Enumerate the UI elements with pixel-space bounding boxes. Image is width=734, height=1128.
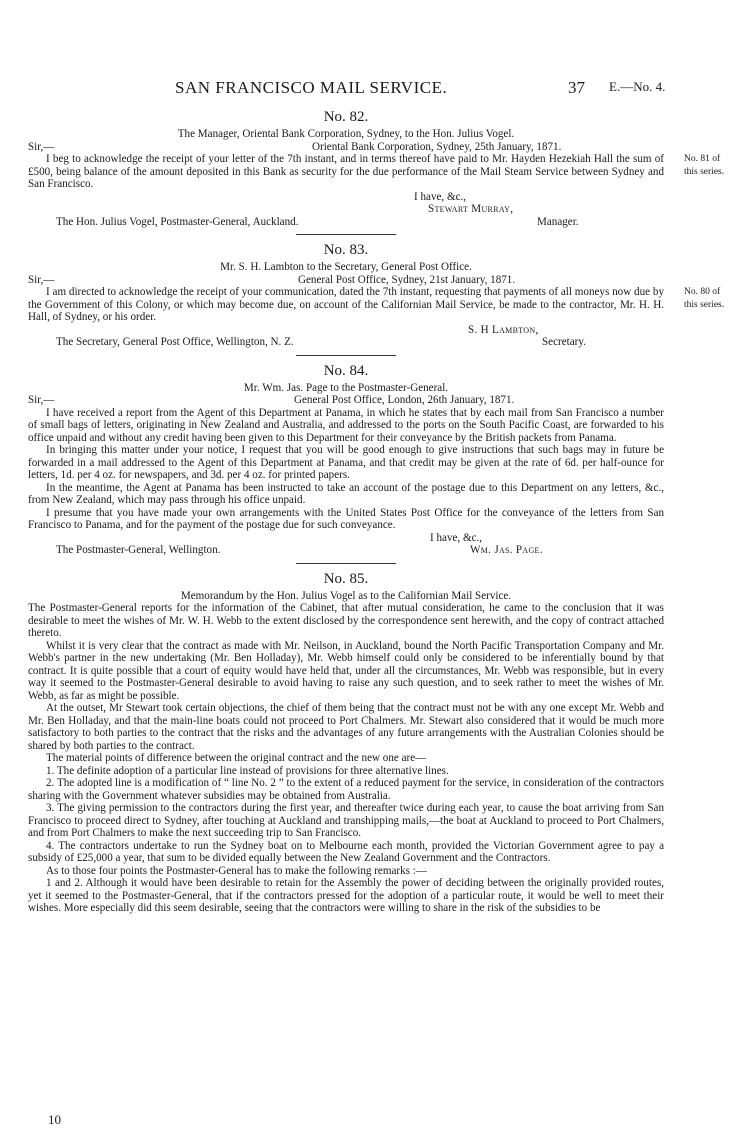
signature: Wm. Jas. Page. <box>470 544 543 556</box>
signature-line <box>28 203 664 216</box>
addressee-line <box>28 216 664 229</box>
section-divider <box>296 355 396 356</box>
paragraph: As to those four points the Postmaster-General has to make the following remarks :— <box>46 864 427 877</box>
memorandum-no-85 <box>28 570 664 915</box>
salutation: Sir,— <box>28 273 55 286</box>
margin-note: No. 81 of this series. <box>684 154 725 177</box>
letter-no-82 <box>28 108 725 228</box>
signatory-title: Manager. <box>537 215 579 228</box>
closing-line <box>28 532 664 545</box>
section-divider <box>296 234 396 235</box>
letter-number: No. 82. <box>323 109 369 125</box>
letter-number: No. 85. <box>323 570 369 587</box>
addressee-line <box>28 336 664 349</box>
paragraph: In the meantime, the Agent at Panama has been instructed to take an account of the postage due to this Department on any letters, &c., from New Zealand, which may pass through his office unpaid. <box>28 481 664 506</box>
paragraph: I presume that you have made your own arrangements with the United States Post Office for the conveyance of the letters from San Francisco to Panama, and for the payment of the postage due for such conveyance. <box>28 506 664 531</box>
paragraph: I have received a report from the Agent of this Department at Panama, in which he states that by each mail from San Francisco a number of small bags of letters, originating in New Zealand and Australia, and addressed to the ports on the South Pacific Coast, are forwarded to his office unpaid and without any credit having been given to this Department for their conveyance by the British packets from Panama. <box>28 406 664 444</box>
closing: I have, &c., <box>414 190 467 203</box>
letter-body: I beg to acknowledge the receipt of your letter of the 7th instant, and in terms thereof have paid to Mr. Hayden Hezekiah Hall the sum of £500, being balance of the amount deposited in this Bank as security for the due performance of the Mail Steam Service between Sydney and San Francisco. <box>28 153 664 190</box>
salutation: Sir,— <box>28 394 55 406</box>
letter-heading: Mr. Wm. Jas. Page to the Postmaster-General. <box>243 381 449 394</box>
addressee-line <box>28 544 664 557</box>
letter-heading: The Manager, Oriental Bank Corporation, Sydney, to the Hon. Julius Vogel. <box>177 128 515 140</box>
paragraph: At the outset, Mr Stewart took certain objections, the chief of them being that the contract must not be with any one except Mr. Webb and Mr. Ben Holladay, and that the main-line boats could not proceed to Port Chalmers. Mr. Stewart also considered that it would be much more satisfactory to both parties to the contract that the risks and the advantages of any future arrangements with the Australian Colonies should be shared by both parties to the contract. <box>28 702 664 752</box>
letter-number: No. 83. <box>323 242 369 258</box>
salutation-and-dateline <box>28 141 664 154</box>
salutation: Sir,— <box>28 140 55 153</box>
closing: I have, &c., <box>430 531 483 544</box>
letter-no-83 <box>28 241 725 349</box>
letter-body: I am directed to acknowledge the receipt of your communication, dated the 7th instant, requesting that payments of all moneys now due by the Government of this Colony, or which may become due, on account of the Californian Mail Service, be made to the contractor, Mr. H. H. Hall, of Sydney, or his order. <box>28 286 664 323</box>
dateline: Oriental Bank Corporation, Sydney, 25th January, 1871. <box>312 140 562 153</box>
document-body <box>28 108 725 915</box>
signature: S. H Lambton, <box>468 323 539 336</box>
list-item: 3. The giving permission to the contractors during the first year, and thereafter twice during each year, to cause the boat arriving from San Francisco to proceed direct to Sydney, after touching at Auckland and transhipping mails,—the boat at Auckland to proceed to Port Chalmers, and from Port Chalmers to make the next succeeding trip to San Francisco. <box>28 802 664 839</box>
closing-line <box>28 191 664 204</box>
salutation-and-dateline <box>28 394 664 407</box>
salutation-and-dateline <box>28 274 664 287</box>
running-title: SAN FRANCISCO MAIL SERVICE. <box>175 78 448 97</box>
paragraph: Whilst it is very clear that the contract as made with Mr. Neilson, in Auckland, bound the North Pacific Transportation Company and Mr. Webb's partner in the new undertaking (Mr. Ben Holladay), Mr. Webb himself could only be considered to be inferentially bound by that contract. It is quite possible that a court of equity would have held that, under all the circumstances, Mr. Webb was responsible, but in every way it seemed to the Postmaster-General desirable to avoid having to raise any such question, and to seek rather to meet the wishes of Mr. Webb, as far as might be possible. <box>28 639 664 702</box>
memorandum-heading: Memorandum by the Hon. Julius Vogel as to the Californian Mail Service. <box>180 589 512 602</box>
page-header <box>0 78 700 102</box>
addressee: The Postmaster-General, Wellington. <box>56 544 221 556</box>
paragraph: In bringing this matter under your notice, I request that you will be good enough to give instructions that such bags may in future be forwarded in a mail addressed to the Agent of this Department at Panama, and that credit may be given at the rate of 6d. per half-ounce for letters, 1d. per 4 oz. for newspapers, and 3d. per 4 oz. for printed papers. <box>28 444 664 481</box>
letter-number: No. 84. <box>323 362 369 379</box>
letter-no-84 <box>28 362 664 557</box>
addressee: The Hon. Julius Vogel, Postmaster-General, Auckland. <box>56 215 299 228</box>
dateline: General Post Office, London, 26th January, 1871. <box>294 394 515 406</box>
list-item: 2. The adopted line is a modification of “ line No. 2 ” to the extent of a reduced payment for the service, in consideration of the contractors sharing with the Government whatever subsidies may be obtained from Australia. <box>28 777 664 802</box>
page-number: 37 <box>568 78 585 97</box>
paragraph: The material points of difference between the original contract and the new one are— <box>46 752 427 764</box>
paragraph: The Postmaster-General reports for the information of the Cabinet, that after mutual consideration, he came to the conclusion that it was desirable to meet the wishes of Mr. W. H. Webb to the extent disclosed by the correspondence sent herewith, and the copy of contract attached thereto. <box>28 602 664 639</box>
signatory-title: Secretary. <box>542 336 586 348</box>
list-item: 1. The definite adoption of a particular line instead of provisions for three alternative lines. <box>46 764 449 777</box>
letter-heading: Mr. S. H. Lambton to the Secretary, General Post Office. <box>220 261 472 273</box>
signature-mark: 10 <box>48 1112 61 1127</box>
section-divider <box>296 563 396 564</box>
list-item: 4. The contractors undertake to run the Sydney boat on to Melbourne each month, provided the Victorian Government agree to pay a subsidy of £25,000 a year, that sum to be divided equally between the New Zealand Government and the Contractors. <box>28 839 664 864</box>
dateline: General Post Office, Sydney, 21st January, 1871. <box>298 273 516 286</box>
addressee: The Secretary, General Post Office, Wellington, N. Z. <box>56 336 294 348</box>
margin-note: No. 80 of this series. <box>684 287 725 310</box>
signature: Stewart Murray, <box>428 203 514 215</box>
signature-line <box>28 324 664 337</box>
document-reference: E.—No. 4. <box>609 79 666 94</box>
paragraph: 1 and 2. Although it would have been desirable to retain for the Assembly the power of deciding between the originally provided routes, yet it seemed to the Postmaster-General, that if the contractors pressed for the adoption of a particular route, it would be well to meet their wishes. More especially did this seem desirable, seeing that the contractors were willing to share in the risk of the subsidies to be <box>28 877 664 914</box>
